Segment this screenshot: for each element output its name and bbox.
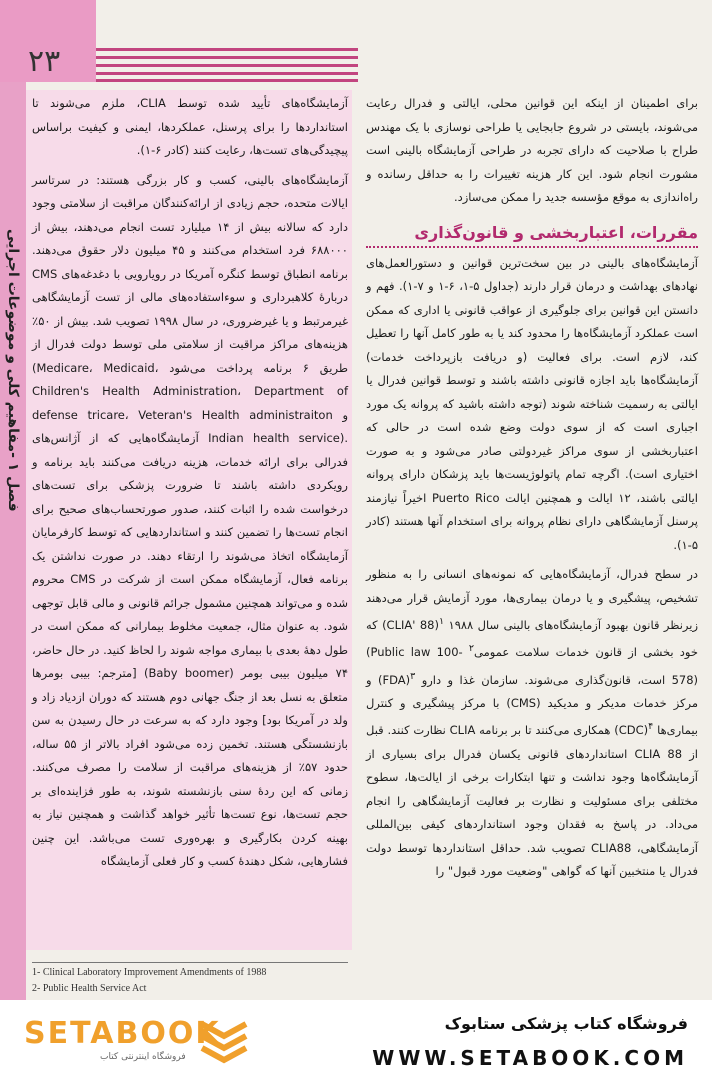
store-logo: SETABOOK — [24, 1016, 221, 1051]
header-stripes — [96, 48, 358, 82]
page-number: ۲۳ — [28, 44, 61, 79]
logo-chevron-icon — [198, 1020, 250, 1064]
logo-tagline: فروشگاه اینترنتی کتاب — [100, 1052, 186, 1062]
paragraph: در سطح فدرال، آزمایشگاه‌هایی که نمونه‌های انسانی را به منظور تشخیص، پیشگیری و یا درمان بیماری‌ها، مورد آزمایش قرار می‌دهند زیرنظر قانون بهبود آزمایشگاه‌های بالینی سال ۱۹۸۸ (CLIA' 88)$^۱$ که خود بخشی از قانون خدمات سلامت عمومی$^۲$ (Public law 100-578) است، قانون‌گذاری می‌شوند. سازمان غذا و دارو (FDA)$^۳$ و مرکز خدمات مدیکر و مدیکید (CMS) با مرکز پیشگیری و کنترل بیماری‌ها (CDC)$^۴$ همکاری می‌کنند تا بر برنامه CLIA نظارت کنند. قبل از CLIA 88 استانداردهای قانونی یکسان فدرال برای بسیاری از آزمایشگاه‌ها وجود نداشت و تنها ابتکارات برخی از ایالت‌ها، سطوح مختلفی برای مسئولیت و نظارت بر فعالیت آزمایشگاهی را انجام می‌داد. در پاسخ به فقدان وجود استانداردهای کیفی بین‌المللی آزمایشگاهی، CLIA88 تصویب شد. حداقل استانداردها توسط دولت فدرال یا منتخبین آنها که گواهی "وضعیت مورد قبول" را — [366, 567, 699, 879]
left-column — [32, 92, 348, 880]
store-name: فروشگاه کتاب پزشکی ستابوک — [444, 1014, 688, 1033]
chapter-side-title — [0, 90, 26, 650]
footnote: 1- Clinical Laboratory Improvement Amendments of 1988 — [32, 967, 267, 978]
paragraph: آزمایشگاه‌های تأیید شده توسط CLIA، ملزم می‌شوند تا استانداردها را برای پرسنل، عملکردها، ایمنی و کیفیت براساس پیچیدگی‌های تست‌ها، رعایت کنند (کادر ۶-۱). — [32, 96, 349, 157]
chapter-title-text: فصل ۱ -مفاهیم کلی و موضوعات اجرایی — [5, 228, 21, 512]
right-column — [366, 92, 698, 890]
store-url[interactable]: WWW.SETABOOK.COM — [372, 1046, 688, 1070]
footnotes — [32, 962, 348, 997]
paragraph: آزمایشگاه‌های بالینی در بین سخت‌ترین قوانین و دستورالعمل‌های نهادهای بهداشت و درمان قرار دارند (جداول ۵-۱، ۶-۱ و ۷-۱). فهم و دانستن این قوانین برای جلوگیری از عواقب قانونی یا اداری که ممکن است عملکرد آزمایشگاه‌ها را محدود کند یا به طور کامل آنها را تعطیل کند، لازم است. برای فعالیت (و دریافت بازپرداخت خدمات) آزمایشگاه‌ها باید اجازه قانونی داشته باشند و توسط قوانین فدرال یا ایالتی به رسمیت شناخته شوند (توجه داشته باشید که پروانه یک مورد اجباری است که از سوی دولت وضع شده است در حالی که اعتباربخشی از سوی مراکز غیردولتی صادر می‌شود و به صورت اختیاری است). اگرچه تمام پاتولوژیست‌ها باید پزشکان دارای پروانه ایالتی باشند، ۱۲ ایالت و همچنین ایالت Puerto Rico اخیراً نیازمند پرسنل آزمایشگاهی دارای نظام پروانه برای استخدام آنها هستند (کادر ۵-۱). — [366, 255, 698, 552]
paragraph: برای اطمینان از اینکه این قوانین محلی، ایالتی و فدرال رعایت می‌شوند، بایستی در شروع جابجایی یا طراحی نوسازی با یک مهندس طراح با صلاحیت که دارای تجربه در طراحی آزمایشگاه بالینی است مشورت انجام شود. این کار هزینه تغییرات را به حداقل رسانده و راه‌اندازی به موقع مؤسسه جدید را ممکن می‌سازد. — [366, 96, 698, 204]
section-heading: مقررات، اعتباربخشی و قانون‌گذاری — [366, 220, 698, 248]
paragraph: آزمایشگاه‌های بالینی، کسب و کار بزرگی هستند: در سرتاسر ایالات متحده، حجم زیادی از ارائه‌کنندگان مراقبت از سلامتی وجود دارد که سالانه بیش از ۱۴ میلیارد تست انجام می‌دهند، بیش از ۶۸۸۰۰۰ فرد استخدام می‌کنند و ۴۵ میلیون دلار حقوق می‌دهند. برنامه انطباق توسط کنگره آمریکا در رویارویی با دغدغه‌های CMS دربارهٔ کلاهبرداری و سوءاستفاده‌های مالی از تست آزمایشگاهی غیرمرتبط و یا غیرضروری، در سال ۱۹۹۸ تصویب شد. بیش از ۵۰٪ هزینه‌های مراکز مراقبت از سلامتی ملی توسط دولت فدرال از طریق ۶ برنامه پرداخت می‌شود (Medicare، Medicaid، Children's Health Administration، Department of defense tricare، Veteran's Health administraiton و Indian health service). آزمایشگاه‌هایی که از آژانس‌های فدرالی برای ارائه خدمات، هزینه دریافت می‌کنند باید برنامه و رویکردی داشته باشند تا ضرورت پزشکی برای تست‌های درخواست شده را اثبات کنند، صدور صورتحساب‌های صحیح برای انجام تست‌ها را تضمین کنند و استانداردهایی که توسط کارفرمایان آزمایشگاه اتخاذ می‌شوند را ارتقاء دهند. در صورت نداشتن یک برنامه فعال، آزمایشگاه ممکن است از شرکت در CMS محروم شده و می‌تواند همچنین مشمول جرائم قانونی و مالی قابل توجهی شود. به عنوان مثال، جمعیت مخلوط بیمارانی که ممکن است در طول دههٔ بعدی با بیماری مواجه شوند را لحاظ کنید. در حال حاضر، ۷۴ میلیون بیبی بومر (Baby boomer) [مترجم: بیبی بومرها متعلق به نسل بعد از جنگ جهانی دوم هستند که دوران ازدیاد زاد و ولد در آمریکا بود] وجود دارد که به سرعت در حال رسیدن به سن بازنشستگی هستند. تخمین زده می‌شود افراد بالاتر از ۵۵ ساله، حدود ۵۷٪ از هزینه‌های مراقبت از سلامت را مصرف می‌کنند. زمانی که این ردهٔ سنی بازنشسته شوند، به طور فزاینده‌ای بر حجم تست‌ها، نوع تست‌ها تأثیر خواهد گذاشت و همچنین نیاز به بهینه کردن بکارگیری و بهره‌وری تست می‌باشد. این چنین فشارهایی، شکل دهندهٔ کسب و کار فعلی آزمایشگاه — [32, 172, 349, 868]
footnote: 2- Public Health Service Act — [32, 983, 147, 994]
